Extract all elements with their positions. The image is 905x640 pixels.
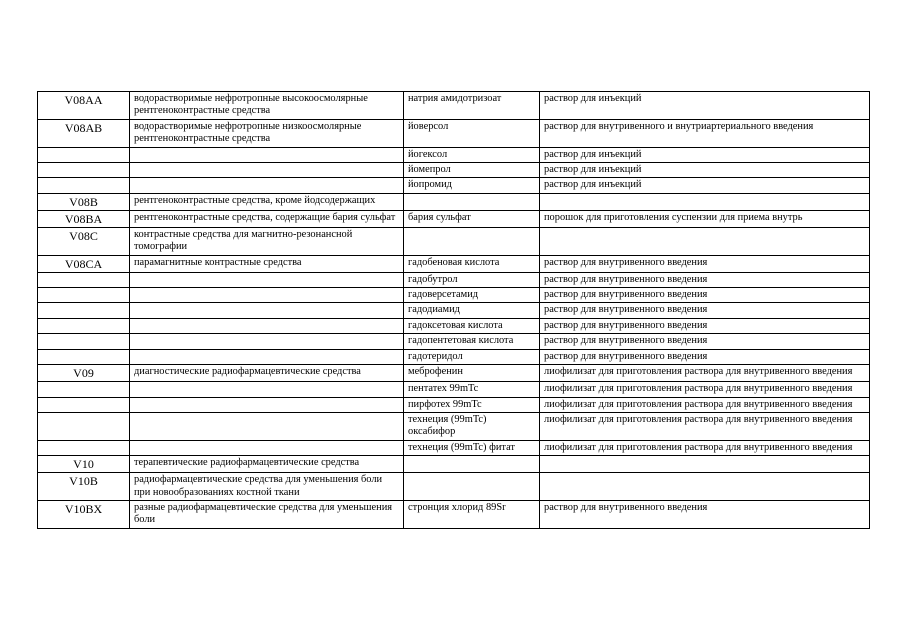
drug-cell: гадобеновая кислота [404, 255, 540, 272]
form-cell: раствор для инъекций [540, 178, 870, 193]
form-cell: лиофилизат для приготовления раствора для внутривенного введения [540, 412, 870, 440]
table-row [38, 412, 870, 440]
group-cell: терапевтические радиофармацевтические средства [130, 456, 404, 473]
form-cell: раствор для внутривенного и внутриартериального введения [540, 119, 870, 147]
drug-cell: пирфотех 99mTc [404, 397, 540, 412]
table-row [38, 382, 870, 397]
group-cell: разные радиофармацевтические средства для уменьшения боли [130, 500, 404, 528]
drug-cell: пентатех 99mTc [404, 382, 540, 397]
group-cell [130, 318, 404, 333]
table-row [38, 210, 870, 227]
table-row [38, 163, 870, 178]
atc-code-cell [38, 382, 130, 397]
group-cell [130, 303, 404, 318]
drug-cell: гадотеридол [404, 349, 540, 364]
table-row [38, 193, 870, 210]
group-cell: водорастворимые нефротропные низкоосмолярные рентгеноконтрастные средства [130, 119, 404, 147]
table-row [38, 500, 870, 528]
atc-code-cell: V09 [38, 365, 130, 382]
form-cell [540, 193, 870, 210]
drug-cell: стронция хлорид 89Sr [404, 500, 540, 528]
atc-code-cell [38, 334, 130, 349]
drug-cell: гадодиамид [404, 303, 540, 318]
group-cell [130, 272, 404, 287]
form-cell: раствор для внутривенного введения [540, 288, 870, 303]
atc-code-cell [38, 288, 130, 303]
drug-cell [404, 193, 540, 210]
table-row [38, 473, 870, 501]
form-cell [540, 456, 870, 473]
atc-code-cell: V08AA [38, 92, 130, 120]
atc-code-cell: V10BX [38, 500, 130, 528]
drug-cell [404, 473, 540, 501]
drug-cell: меброфенин [404, 365, 540, 382]
atc-code-cell: V08B [38, 193, 130, 210]
table-row [38, 255, 870, 272]
atc-code-cell: V08BA [38, 210, 130, 227]
drug-cell: бария сульфат [404, 210, 540, 227]
group-cell [130, 440, 404, 455]
form-cell: лиофилизат для приготовления раствора для внутривенного введения [540, 382, 870, 397]
form-cell: раствор для инъекций [540, 163, 870, 178]
group-cell [130, 178, 404, 193]
group-cell [130, 334, 404, 349]
group-cell: рентгеноконтрастные средства, содержащие бария сульфат [130, 210, 404, 227]
drug-cell: йогексол [404, 147, 540, 162]
group-cell [130, 412, 404, 440]
table-row [38, 349, 870, 364]
drug-cell [404, 456, 540, 473]
table-row [38, 303, 870, 318]
atc-code-cell: V08CA [38, 255, 130, 272]
atc-code-cell: V08AB [38, 119, 130, 147]
table-row [38, 288, 870, 303]
group-cell: контрастные средства для магнитно-резонансной томографии [130, 227, 404, 255]
group-cell [130, 147, 404, 162]
drug-cell: натрия амидотризоат [404, 92, 540, 120]
atc-code-cell [38, 349, 130, 364]
atc-code-cell [38, 412, 130, 440]
table-row [38, 397, 870, 412]
atc-code-cell [38, 163, 130, 178]
group-cell: диагностические радиофармацевтические средства [130, 365, 404, 382]
atc-code-cell: V08C [38, 227, 130, 255]
table-row [38, 440, 870, 455]
group-cell: рентгеноконтрастные средства, кроме йодсодержащих [130, 193, 404, 210]
document-page [37, 91, 869, 529]
form-cell: раствор для инъекций [540, 92, 870, 120]
group-cell: водорастворимые нефротропные высокоосмолярные рентгеноконтрастные средства [130, 92, 404, 120]
drug-cell: йопромид [404, 178, 540, 193]
atc-code-cell [38, 397, 130, 412]
form-cell [540, 473, 870, 501]
form-cell: лиофилизат для приготовления раствора для внутривенного введения [540, 397, 870, 412]
group-cell [130, 397, 404, 412]
group-cell [130, 382, 404, 397]
group-cell [130, 288, 404, 303]
drug-cell: гадобутрол [404, 272, 540, 287]
table-row [38, 334, 870, 349]
drug-cell: технеция (99mTc) фитат [404, 440, 540, 455]
atc-code-cell: V10 [38, 456, 130, 473]
form-cell: раствор для внутривенного введения [540, 318, 870, 333]
drug-cell: йоверсол [404, 119, 540, 147]
table-row [38, 92, 870, 120]
form-cell: раствор для внутривенного введения [540, 334, 870, 349]
table-row [38, 147, 870, 162]
table-row [38, 318, 870, 333]
form-cell: лиофилизат для приготовления раствора для внутривенного введения [540, 440, 870, 455]
form-cell: раствор для инъекций [540, 147, 870, 162]
group-cell: парамагнитные контрастные средства [130, 255, 404, 272]
form-cell: раствор для внутривенного введения [540, 500, 870, 528]
atc-code-cell [38, 147, 130, 162]
form-cell: раствор для внутривенного введения [540, 349, 870, 364]
form-cell: раствор для внутривенного введения [540, 272, 870, 287]
table-row [38, 119, 870, 147]
atc-code-cell [38, 178, 130, 193]
drug-cell: йомепрол [404, 163, 540, 178]
table-row [38, 456, 870, 473]
drug-cell: технеция (99mTc) оксабифор [404, 412, 540, 440]
atc-code-cell [38, 272, 130, 287]
drug-cell: гадоверсетамид [404, 288, 540, 303]
table-row [38, 227, 870, 255]
atc-code-cell: V10B [38, 473, 130, 501]
drug-cell: гадопентетовая кислота [404, 334, 540, 349]
atc-code-cell [38, 318, 130, 333]
table-row [38, 178, 870, 193]
form-cell: раствор для внутривенного введения [540, 303, 870, 318]
group-cell: радиофармацевтические средства для уменьшения боли при новообразованиях костной ткани [130, 473, 404, 501]
form-cell: лиофилизат для приготовления раствора для внутривенного введения [540, 365, 870, 382]
drug-cell [404, 227, 540, 255]
form-cell [540, 227, 870, 255]
form-cell: порошок для приготовления суспензии для приема внутрь [540, 210, 870, 227]
group-cell [130, 163, 404, 178]
form-cell: раствор для внутривенного введения [540, 255, 870, 272]
drug-table [37, 91, 870, 529]
drug-table-body [38, 92, 870, 529]
atc-code-cell [38, 303, 130, 318]
table-row [38, 365, 870, 382]
group-cell [130, 349, 404, 364]
drug-cell: гадоксетовая кислота [404, 318, 540, 333]
table-row [38, 272, 870, 287]
atc-code-cell [38, 440, 130, 455]
